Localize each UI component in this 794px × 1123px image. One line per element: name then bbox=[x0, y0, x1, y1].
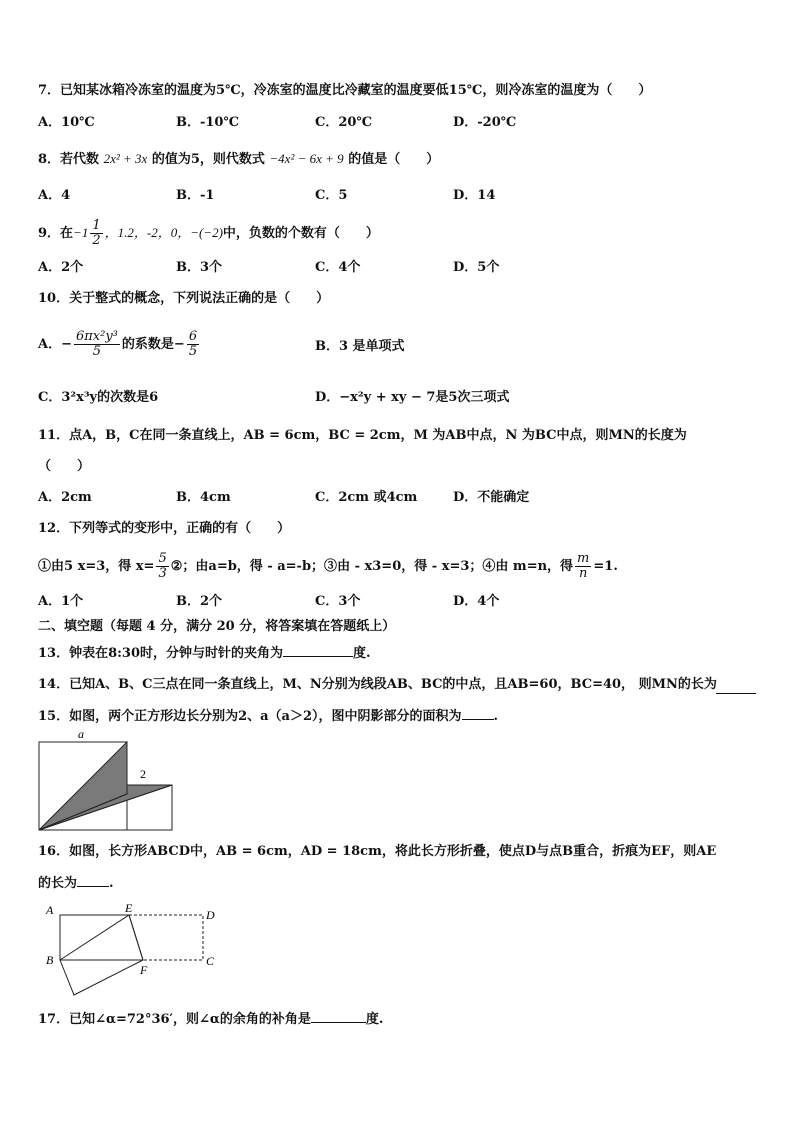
q9-tail: 中，负数的个数有（ ） bbox=[222, 226, 379, 241]
q13-text: 13．钟表在8:30时，分钟与时针的夹角为 bbox=[38, 646, 284, 661]
q15-stem bbox=[38, 707, 498, 726]
q13-answer-blank bbox=[283, 644, 353, 657]
q11-option-a: A．2cm bbox=[38, 490, 92, 505]
q12-option-a: A．1个 bbox=[38, 594, 84, 609]
q16-crease-ef bbox=[129, 915, 143, 960]
q8-option-a: A．4 bbox=[38, 188, 71, 203]
q8-option-b: B．-1 bbox=[176, 188, 215, 203]
q9-stem bbox=[38, 218, 379, 249]
q9-fraction bbox=[90, 219, 102, 248]
q13-tail: 度. bbox=[353, 646, 371, 661]
q12-part-1: 由5 x=3，得 x= bbox=[51, 559, 155, 574]
q9-num: 9．在 bbox=[38, 226, 74, 241]
q12-fraction bbox=[156, 552, 168, 581]
q16-dashed-original bbox=[129, 915, 203, 960]
q9-frac-denominator: 2 bbox=[92, 233, 101, 248]
q7-option-d: D．-20℃ bbox=[453, 115, 517, 130]
q8-num: 8．若代数 bbox=[38, 152, 100, 167]
q15-label-a: a bbox=[78, 728, 84, 741]
q10-a-fraction bbox=[74, 330, 120, 359]
q10-option-d bbox=[315, 389, 509, 407]
q10-a-prefix: A．− bbox=[38, 337, 72, 352]
q12-part-5: =1. bbox=[593, 559, 618, 574]
q12-frac2-denominator: n bbox=[579, 566, 588, 581]
q12-mark-3: ③ bbox=[324, 559, 338, 574]
q11-stem: 11．点A，B，C在同一条直线上，AB = 6cm，BC = 2cm，M 为AB中点，N 为BC中点，则MN的长度为 bbox=[38, 428, 687, 443]
q17-answer-blank bbox=[311, 1010, 366, 1023]
q7-option-b: B．-10℃ bbox=[176, 115, 240, 130]
q15-shaded-triangle-1 bbox=[39, 742, 127, 830]
q15-label-2: 2 bbox=[140, 767, 146, 781]
q16-rectangle bbox=[60, 915, 143, 960]
q16-stem-cont bbox=[38, 874, 114, 893]
q10-c-tail: 的次数是6 bbox=[97, 390, 159, 405]
q10-a-denominator2: 5 bbox=[188, 344, 198, 359]
q15-answer-blank bbox=[462, 707, 494, 720]
q13-stem bbox=[38, 644, 371, 663]
q16-stem: 16．如图，长方形ABCD中，AB = 6cm，AD = 18cm，将此长方形折叠，使点D与点B重合，折痕为EF，则AE bbox=[38, 844, 717, 859]
q9-frac-numerator: 1 bbox=[92, 218, 101, 233]
q12-mark-2: ② bbox=[170, 559, 183, 574]
q9-option-b: B．3个 bbox=[176, 260, 223, 275]
q16-answer-blank bbox=[77, 874, 109, 887]
q9-neg: −1 bbox=[73, 225, 89, 240]
q10-a-mid: 的系数是− bbox=[121, 337, 185, 352]
q7-option-c: C．20℃ bbox=[315, 115, 373, 130]
q12-part-4: 由 m=n，得 bbox=[495, 559, 574, 574]
q10-a-numerator: 6πx²y³ bbox=[75, 329, 118, 344]
q16-tail: . bbox=[109, 876, 114, 891]
q10-d-tail: 是5次三项式 bbox=[435, 390, 510, 405]
q14-stem: 14．已知A、B、C三点在同一条直线上，M、N分别为线段AB、BC的中点，且AB=60，BC=40， 则MN的长为 bbox=[38, 677, 717, 692]
q12-fraction2 bbox=[575, 552, 591, 581]
q10-a-numerator2: 6 bbox=[188, 329, 198, 344]
q7-stem: 7．已知某冰箱冷冻室的温度为5℃，冷冻室的温度比冷藏室的温度要低15℃，则冷冻室的温度为（ ） bbox=[38, 83, 652, 98]
q16-label-c: C bbox=[206, 954, 215, 968]
q14-answer-blank bbox=[716, 681, 756, 694]
q17-stem bbox=[38, 1010, 383, 1029]
q8-option-c: C．5 bbox=[315, 188, 348, 203]
q8-option-d: D．14 bbox=[453, 188, 496, 203]
q16-label-e: E bbox=[125, 902, 133, 915]
section-title-fill-in: 二、填空题（每题 4 分，满分 20 分，将答案填在答题纸上） bbox=[38, 619, 396, 634]
q12-frac-denominator: 3 bbox=[158, 566, 167, 581]
q11-option-b: B．4cm bbox=[176, 490, 231, 505]
q12-frac-numerator: 5 bbox=[158, 551, 167, 566]
q8-expr1: 2x² + 3x bbox=[103, 151, 148, 166]
q10-d-expr: D．−x²y + xy − 7 bbox=[315, 390, 436, 405]
q12-mark-4: ④ bbox=[482, 559, 496, 574]
q10-option-c bbox=[38, 389, 158, 407]
q10-a-denominator: 5 bbox=[92, 344, 102, 359]
q10-option-a bbox=[38, 327, 201, 363]
q16-label-a: A bbox=[46, 903, 54, 917]
q16-label-b: B bbox=[46, 953, 54, 967]
q10-option-b: B．3 是单项式 bbox=[315, 339, 405, 354]
q15-tail: . bbox=[493, 709, 499, 724]
q17-tail: 度. bbox=[365, 1012, 384, 1027]
q16-label-f: F bbox=[140, 963, 148, 977]
q16-folded-flap bbox=[60, 960, 143, 995]
q9-option-d: D．5个 bbox=[453, 260, 500, 275]
q12-statements bbox=[38, 550, 618, 584]
q12-part-2: ；由a=b，得 - a=-b； bbox=[182, 559, 325, 574]
q9-option-c: C．4个 bbox=[315, 260, 361, 275]
q9-list: ，1.2，-2，0，−(−2) bbox=[104, 225, 223, 240]
q9-option-a: A．2个 bbox=[38, 260, 84, 275]
q12-option-d: D．4个 bbox=[453, 594, 500, 609]
q10-a-fraction2 bbox=[187, 330, 199, 359]
q8-tail: 的值是（ ） bbox=[348, 152, 440, 167]
q12-mark-1: ① bbox=[38, 559, 52, 574]
q10-stem: 10．关于整式的概念，下列说法正确的是（ ） bbox=[38, 291, 330, 306]
q10-c-expr: C．3²x³y bbox=[38, 390, 98, 405]
q16-diagonal-be bbox=[60, 915, 129, 960]
q8-expr2: −4x² − 6x + 9 bbox=[269, 151, 344, 166]
q16-text: 的长为 bbox=[38, 876, 78, 891]
q17-text: 17．已知∠α=72°36′，则∠α的余角的补角是 bbox=[38, 1012, 311, 1027]
q16-figure bbox=[40, 902, 230, 1000]
q7-option-a: A．10℃ bbox=[38, 115, 95, 130]
q12-option-b: B．2个 bbox=[176, 594, 223, 609]
q12-frac2-numerator: m bbox=[577, 551, 590, 566]
q12-stem: 12．下列等式的变形中，正确的有（ ） bbox=[38, 521, 291, 536]
q16-label-d: D bbox=[206, 908, 215, 922]
q11-option-d: D．不能确定 bbox=[453, 490, 530, 505]
q11-option-c: C．2cm 或4cm bbox=[315, 490, 418, 505]
q8-mid: 的值为5，则代数式 bbox=[151, 152, 265, 167]
q12-part-3: 由 - x3=0，得 - x=3； bbox=[337, 559, 483, 574]
q8-stem bbox=[38, 150, 439, 169]
q11-stem-cont: （ ） bbox=[38, 459, 91, 474]
q15-figure bbox=[36, 728, 176, 834]
q15-text: 15．如图，两个正方形边长分别为2、a（a＞2），图中阴影部分的面积为 bbox=[38, 709, 462, 724]
q12-option-c: C．3个 bbox=[315, 594, 361, 609]
